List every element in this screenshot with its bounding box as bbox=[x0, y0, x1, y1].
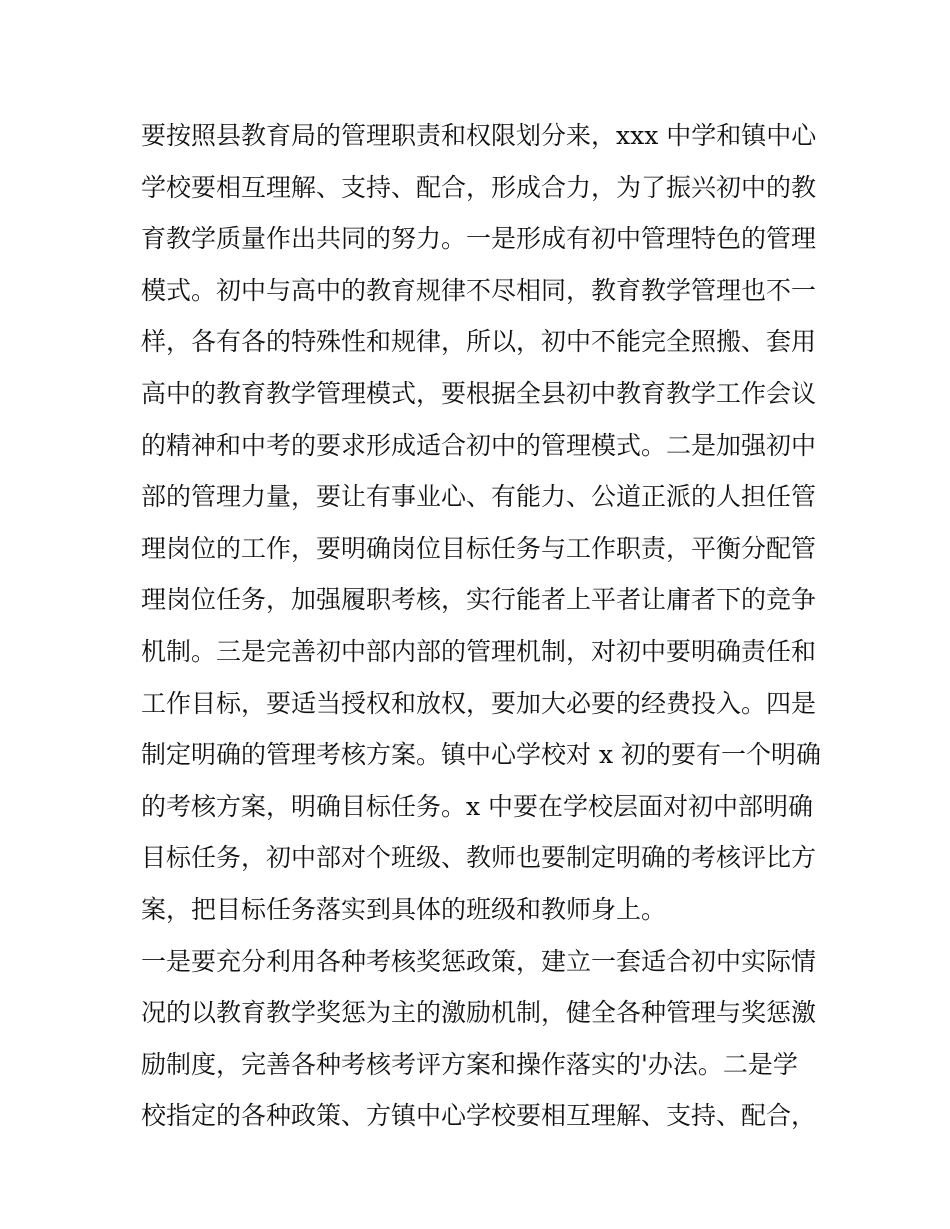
text-line: 校指定的各种政策、方镇中心学校要相互理解、支持、配合， bbox=[141, 1101, 817, 1131]
text-line: 励制度，完善各种考核考评方案和操作落实的'办法。二是学 bbox=[141, 1049, 798, 1079]
text-line: 育教学质量作出共同的努力。一是形成有初中管理特色的管理 bbox=[141, 224, 817, 254]
text-line: 一是要充分利用各种考核奖惩政策，建立一套适合初中实际情 bbox=[141, 946, 817, 976]
text-line: 样，各有各的特殊性和规律，所以，初中不能完全照搬、套用 bbox=[141, 327, 817, 357]
text-line: 学校要相互理解、支持、配合，形成合力，为了振兴初中的教 bbox=[141, 172, 817, 202]
text-line: 制定明确的管理考核方案。镇中心学校对 x 初的要有一个明确 bbox=[141, 740, 821, 770]
text-line: 目标任务，初中部对个班级、教师也要制定明确的考核评比方 bbox=[141, 843, 817, 873]
text-line: 工作目标，要适当授权和放权，要加大必要的经费投入。四是 bbox=[141, 688, 817, 718]
text-line: 的考核方案，明确目标任务。x 中要在学校层面对初中部明确 bbox=[141, 791, 814, 821]
text-line: 要按照县教育局的管理职责和权限划分来，xxx 中学和镇中心 bbox=[141, 121, 817, 150]
document-body bbox=[141, 110, 821, 1142]
text-line: 机制。三是完善初中部内部的管理机制，对初中要明确责任和 bbox=[141, 636, 817, 666]
text-line: 高中的教育教学管理模式，要根据全县初中教育教学工作会议 bbox=[141, 378, 817, 408]
text-line: 理岗位任务，加强履职考核，实行能者上平者让庸者下的竞争 bbox=[141, 585, 817, 615]
text-line: 案，把目标任务落实到具体的班级和教师身上。 bbox=[141, 894, 667, 924]
text-line: 况的以教育教学奖惩为主的激励机制，健全各种管理与奖惩激 bbox=[141, 998, 817, 1028]
text-line: 的精神和中考的要求形成适合初中的管理模式。二是加强初中 bbox=[141, 430, 817, 460]
text-line: 理岗位的工作，要明确岗位目标任务与工作职责，平衡分配管 bbox=[141, 533, 817, 563]
text-line: 部的管理力量，要让有事业心、有能力、公道正派的人担任管 bbox=[141, 482, 817, 512]
text-line: 模式。初中与高中的教育规律不尽相同，教育教学管理也不一 bbox=[141, 275, 817, 305]
